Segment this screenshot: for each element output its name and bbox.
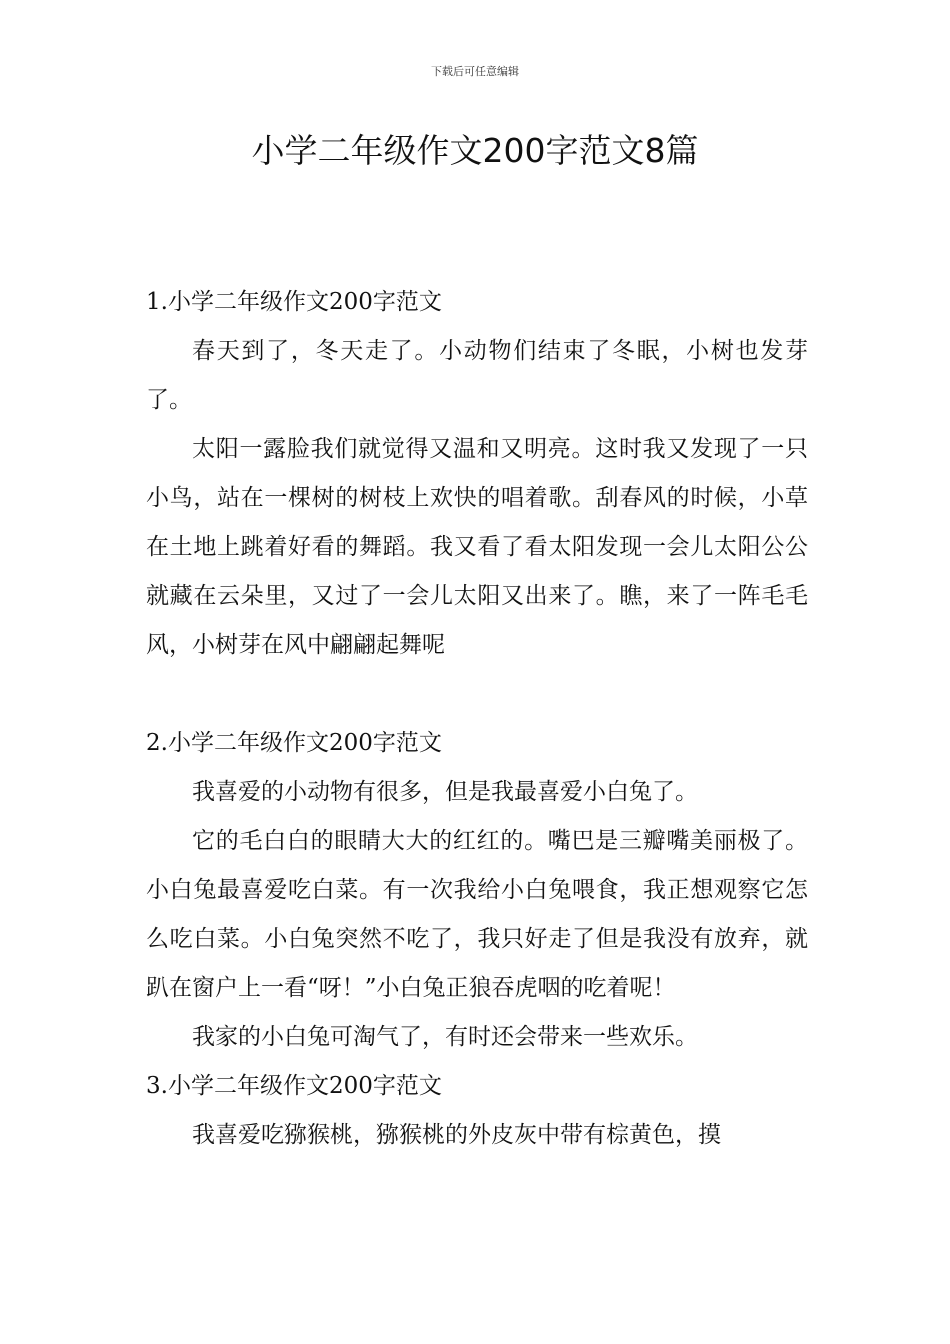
section-heading: 1.小学二年级作文200字范文 [146,289,442,315]
paragraph: 我家的小白兔可淘气了，有时还会带来一些欢乐。 [192,1024,698,1050]
paragraph: 太阳一露脸我们就觉得又温和又明亮。这时我又发现了一只小鸟，站在一棵树的树枝上欢快的唱着歌。刮春风的时候，小草在土地上跳着好看的舞蹈。我又看了看太阳发现一会儿太阳公公就藏在云朵里，又过了一会儿太阳又出来了。瞧，来了一阵毛毛风，小树芽在风中翩翩起舞呢 [146,436,808,658]
section-heading: 2.小学二年级作文200字范文 [146,730,442,756]
paragraph: 我喜爱的小动物有很多，但是我最喜爱小白兔了。 [192,779,698,805]
essay-section-2 [146,719,808,1062]
section-heading: 3.小学二年级作文200字范文 [146,1073,442,1099]
document-title: 小学二年级作文200字范文8篇 [251,131,699,170]
paragraph: 春天到了，冬天走了。小动物们结束了冬眠，小树也发芽了。 [146,338,808,413]
paragraph: 我喜爱吃猕猴桃，猕猴桃的外皮灰中带有棕黄色，摸 [192,1122,721,1148]
paragraph: 它的毛白白的眼睛大大的红红的。嘴巴是三瓣嘴美丽极了。小白兔最喜爱吃白菜。有一次我给小白兔喂食，我正想观察它怎么吃白菜。小白兔突然不吃了，我只好走了但是我没有放弃，就趴在窗户上一看“呀！”小白兔正狼吞虎咽的吃着呢！ [146,828,808,1001]
section-spacer [146,670,808,719]
essay-section-1 [146,278,808,670]
page-header-note: 下载后可任意编辑 [431,65,519,78]
document-body [146,278,808,1160]
essay-section-3 [146,1062,808,1160]
